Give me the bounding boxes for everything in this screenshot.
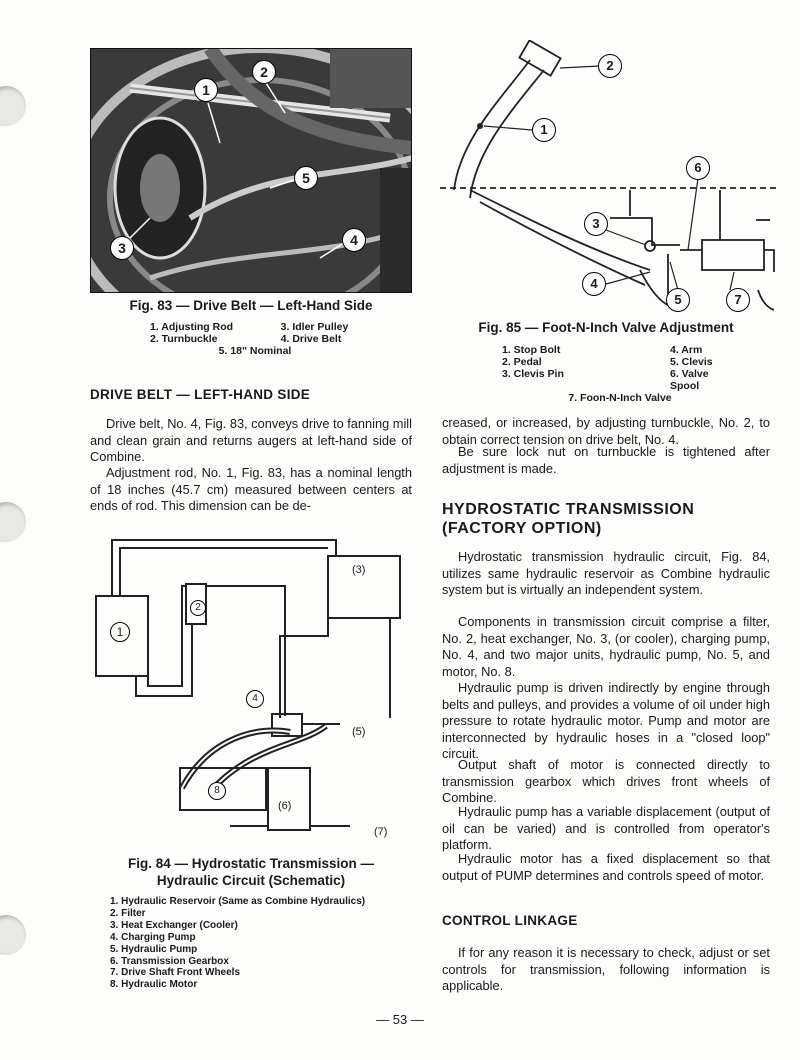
fig85-drawing [440,40,780,316]
fig84-legend-item: 1. Hydraulic Reservoir (Same as Combine Hydraulics) [110,896,366,907]
drive-belt-paragraph-2: Adjustment rod, No. 1, Fig. 83, has a nominal length of 18 inches (45.7 cm) measured between centers at ends of rod. This dimension can be de- [90,465,412,514]
fig83-legend-item-2: 2. Turnbuckle [150,333,218,345]
hydrostatic-paragraph-4: Output shaft of motor is connected directly to transmission gearbox which drives front wheels of Combine. [442,757,770,806]
fig85-callout-7: 7 [726,288,750,312]
control-linkage-paragraph: If for any reason it is necessary to check, adjust or set controls for transmission, following information is applicable. [442,945,770,994]
fig84-callout-8: 8 [208,782,226,800]
fig85-legend-item-6: 6. Valve Spool [670,368,709,392]
punch-hole-middle [0,502,26,542]
fig85-legend-item-4: 4. Arm [670,344,703,356]
fig83-callout-5: 5 [294,166,318,190]
fig84-caption-line-1: Fig. 84 — Hydrostatic Transmission — [127,856,375,871]
fig85-callout-2: 2 [598,54,622,78]
fig84-legend [110,896,365,991]
fig84-callout-4: 4 [246,690,264,708]
fig84-legend-item: 6. Transmission Gearbox [110,955,229,967]
hydrostatic-paragraph-3: Hydraulic pump is driven indirectly by engine through belts and pulleys, and provides a volume of oil under high pressure to rotate hydraulic motor. Pump and motor are interconnected by hydraulic hoses in a "closed loop" circuit. [442,680,770,762]
hydrostatic-paragraph-5: Hydraulic pump has a variable displacement (output of oil can be varied) and is controlled from operator's platform. [442,804,770,853]
page-number: — 53 — [376,1012,424,1027]
punch-hole-bottom [0,915,26,955]
hydrostatic-heading [442,500,770,538]
fig85-legend-item-3: 3. Clevis Pin [502,368,564,380]
fig84-legend-item: 7. Drive Shaft Front Wheels [110,967,241,979]
lock-nut-paragraph: Be sure lock nut on turnbuckle is tightened after adjustment is made. [442,444,770,476]
fig84-callout-3: (3) [352,564,366,576]
drive-belt-heading: DRIVE BELT — LEFT-HAND SIDE [90,387,311,402]
fig84-legend-item: 2. Filter [110,907,146,919]
fig83-callout-1: 1 [194,78,218,102]
hydrostatic-heading-line-2: (FACTORY OPTION) [442,520,602,537]
continued-paragraph: creased, or increased, by adjusting turnbuckle, No. 2, to obtain correct tension on drive belt, No. 4. [442,415,770,447]
fig83-photo [90,48,412,293]
fig83-callout-4: 4 [342,228,366,252]
fig85-legend-item-2: 2. Pedal [502,356,542,368]
hydrostatic-paragraph-6: Hydraulic motor has a fixed displacement so that output of PUMP determines and controls speed of motor. [442,851,770,883]
fig84-callout-7: (7) [374,826,388,838]
fig83-caption: Fig. 83 — Drive Belt — Left-Hand Side [129,298,373,313]
fig85-legend-item-5: 5. Clevis [670,356,713,368]
fig83-legend-item-1: 1. Adjusting Rod [150,321,234,333]
punch-hole-top [0,86,26,126]
fig84-callout-6: (6) [278,800,292,812]
fig84-callout-2: 2 [190,600,206,616]
fig84-schematic [90,526,412,852]
fig84-legend-item: 5. Hydraulic Pump [110,943,198,955]
fig85-legend [502,344,738,404]
hydrostatic-paragraph-2: Components in transmission circuit comprise a filter, No. 2, heat exchanger, No. 3, (or cooler), charging pump, No. 4, and two major units, hydraulic pump, No. 5, and motor, No. 8. [442,614,770,679]
fig85-callout-6: 6 [686,156,710,180]
fig83-callout-3: 3 [110,236,134,260]
fig84-caption [90,855,412,889]
fig85-callout-5: 5 [666,288,690,312]
control-linkage-heading: CONTROL LINKAGE [442,913,578,928]
fig84-legend-item: 3. Heat Exchanger (Cooler) [110,919,238,931]
fig84-legend-item: 4. Charging Pump [110,931,196,943]
fig83-legend-item-5: 5. 18" Nominal [218,345,292,357]
fig84-callout-1: 1 [110,622,130,642]
fig85-callout-4: 4 [582,272,606,296]
fig84-legend-item: 8. Hydraulic Motor [110,979,198,991]
fig84-caption-line-2: Hydraulic Circuit (Schematic) [156,873,346,888]
drive-belt-paragraph-1: Drive belt, No. 4, Fig. 83, conveys drive to fanning mill and clean grain and returns augers at left-hand side of Combine. [90,416,412,465]
hydrostatic-heading-line-1: HYDROSTATIC TRANSMISSION [442,501,695,518]
fig85-caption: Fig. 85 — Foot-N-Inch Valve Adjustment [478,320,734,335]
fig83-legend [150,321,360,357]
fig85-legend-item-7: 7. Foon-N-Inch Valve [568,392,672,404]
fig85-legend-item-1: 1. Stop Bolt [502,344,561,356]
fig83-legend-item-4: 4. Drive Belt [280,333,342,345]
fig83-legend-item-3: 3. Idler Pulley [280,321,349,333]
hydrostatic-paragraph-1: Hydrostatic transmission hydraulic circuit, Fig. 84, utilizes same hydraulic reservoir as Combine hydraulic system but is virtually an independent system. [442,549,770,598]
fig85-callout-1: 1 [532,118,556,142]
fig85-callout-3: 3 [584,212,608,236]
fig84-callout-5: (5) [352,726,366,738]
fig83-callout-2: 2 [252,60,276,84]
